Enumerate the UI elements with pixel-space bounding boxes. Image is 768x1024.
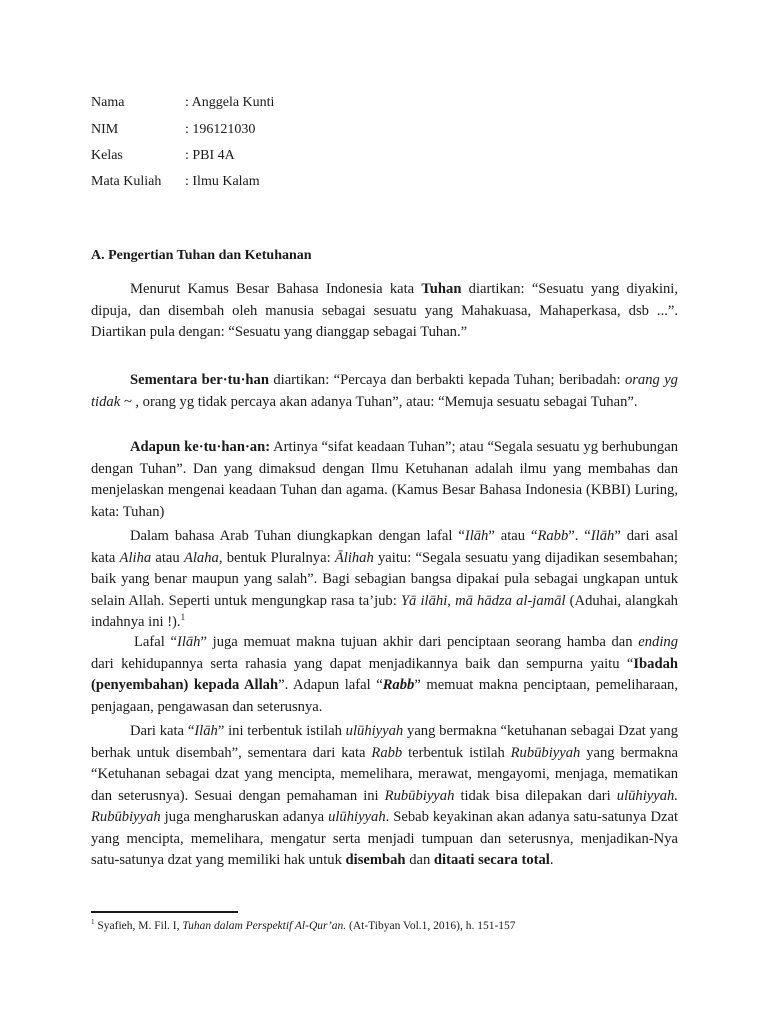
- footnote: [91, 915, 516, 933]
- footnote-separator: [91, 911, 238, 913]
- text-run: ” dari asal kata: [91, 528, 679, 566]
- text-run: ”. “: [568, 528, 591, 544]
- text-run: yang bermakna “ketuhanan sebagai Dzat yang berhak untuk disembah”, sementara dari kata: [91, 723, 679, 761]
- text-run: ” ini terbentuk istilah: [217, 723, 346, 739]
- italic-run: ulūhiyyah: [328, 809, 386, 825]
- bold-term: Ibadah (penyembahan) kepada Allah: [91, 655, 678, 693]
- footnote-ref: 1: [180, 612, 186, 623]
- italic-run: Aliha: [119, 549, 152, 566]
- italic-run: ulūhiyyah: [345, 723, 404, 739]
- text-run: ” juga memuat makna tujuan akhir dari penciptaan seorang hamba dan: [200, 634, 639, 650]
- text-run: yang bermakna “Ketuhanan sebagai dzat yang mencipta, memelihara, merawat, mengayomi, menjaga, mematikan dan seterusnya). Sesuai dengan pemahaman ini: [91, 744, 678, 804]
- identity-label: Nama: [91, 95, 125, 110]
- text-run: .: [549, 852, 554, 868]
- text-run: dari kehidupannya serta rahasia yang dapat menjadikannya baik dan sempurna yaitu “: [91, 655, 634, 672]
- italic-run: Tuhan dalam Perspektif Al-Qur’an.: [182, 919, 347, 932]
- text-run: ”. Adapun lafal “: [278, 677, 383, 693]
- identity-row-nama: [91, 95, 274, 111]
- italic-run: Ilāh: [194, 723, 218, 739]
- bold-italic-term: Rabb: [382, 677, 415, 693]
- section-heading: A. Pengertian Tuhan dan Ketuhanan: [91, 248, 312, 263]
- text-run: Dalam bahasa Arab Tuhan diungkapkan dengan lafal “: [130, 528, 465, 544]
- identity-row-mata-kuliah: [91, 174, 260, 190]
- italic-run: Ilāh: [176, 634, 201, 650]
- italic-run: Ilāh: [464, 528, 489, 544]
- identity-label: NIM: [91, 122, 119, 137]
- text-run: ” memuat makna penciptaan, pemeliharaan, penjagaan, pengawasan dan seterusnya.: [91, 677, 679, 715]
- text-run: orang yg tidak percaya akan adanya Tuhan”, atau: “Memuja sesuatu sebagai Tuhan”.: [139, 393, 638, 410]
- text-run: Dari kata “: [130, 723, 195, 739]
- paragraph-bertuhan-definition: [91, 370, 678, 413]
- text-run: juga mengharuskan adanya: [160, 809, 329, 825]
- italic-run: orang yg tidak ~ ,: [91, 372, 678, 410]
- identity-value: : Anggela Kunti: [185, 95, 275, 110]
- text-run: diartikan: “Sesuatu yang diyakini, dipuja, dan disembah oleh manusia sebagai sesuatu yang Mahakuasa, Mahaperkasa, dsb ...”. Diartikan pula dengan: “Sesuatu yang dianggap sebagai Tuhan.”: [91, 281, 678, 340]
- bold-term: Adapun ke·tu·han·an:: [130, 439, 271, 455]
- italic-run: Ālihah: [334, 549, 374, 566]
- text-run: Lafal “: [134, 634, 177, 650]
- paragraph-arabic-terms: [91, 526, 678, 634]
- identity-value: : Ilmu Kalam: [185, 174, 260, 189]
- text-run: dan: [405, 852, 434, 868]
- paragraph-uluhiyyah-rububiyyah: [91, 721, 678, 872]
- text-run: . Sebab keyakinan akan adanya satu-satunya Dzat yang mencipta, memelihara, mengatur serta menjadi tumpuan dan seterusnya, menjadikan-Nya satu-satunya dzat yang memiliki hak untuk: [91, 809, 678, 868]
- identity-value: : 196121030: [185, 122, 256, 137]
- text-run: Artinya “sifat keadaan Tuhan”; atau “Segala sesuatu yg berhubungan dengan Tuhan”. Dan yang dimaksud dengan Ilmu Ketuhanan adalah ilmu yang membahas dan menjelaskan mengenai keadaan Tuhan dan agama. (Kamus Besar Bahasa Indonesia (KBBI) Luring, kata: Tuhan): [91, 439, 678, 520]
- italic-run: Yā ilāhi, mā hādza al-jamāl: [400, 592, 566, 609]
- text-run: yaitu: “Segala sesuatu yang dijadikan sesembahan; baik yang benar maupun yang salah”. Bagi sebagian bangsa dipakai pula sebagai ungkapan untuk selain Allah. Seperti untuk mengungkap rasa ta’jub:: [91, 549, 678, 609]
- identity-label: Mata Kuliah: [91, 174, 162, 189]
- paragraph-tuhan-definition: [91, 279, 678, 344]
- italic-run: Ilāh: [590, 528, 615, 544]
- italic-run: ending: [638, 634, 678, 650]
- text-run: ” atau “: [488, 528, 538, 544]
- italic-run: Rabb: [537, 528, 569, 544]
- italic-run: Rubūbiyyah: [510, 744, 581, 761]
- bold-term: disembah: [345, 852, 406, 868]
- footnote-number: 1: [91, 918, 95, 926]
- italic-run: Rabb: [371, 744, 403, 761]
- italic-run: Alaha: [183, 549, 219, 566]
- identity-label: Kelas: [91, 148, 123, 163]
- text-run: diartikan: “Percaya dan berbakti kepada Tuhan; beribadah:: [268, 372, 625, 388]
- paragraph-ilah-meaning: [91, 632, 678, 718]
- identity-value: : PBI 4A: [185, 148, 235, 163]
- text-run: atau: [151, 549, 184, 566]
- text-run: , bentuk Pluralnya:: [218, 549, 335, 566]
- text-run: (At-Tibyan Vol.1, 2016), h. 151-157: [346, 919, 516, 932]
- italic-run: Rubūbiyyah: [384, 787, 455, 804]
- text-run: terbentuk istilah: [402, 744, 511, 761]
- paragraph-ketuhanan-definition: [91, 437, 678, 523]
- identity-row-kelas: [91, 148, 235, 164]
- bold-term: Tuhan: [421, 281, 462, 297]
- text-run: Syafieh, M. Fil. I,: [94, 919, 183, 932]
- text-run: (Aduhai, alangkah indahnya ini !).: [91, 592, 678, 630]
- bold-term: ditaati secara total: [433, 852, 550, 868]
- text-run: Menurut Kamus Besar Bahasa Indonesia kata: [130, 281, 422, 297]
- text-run: tidak bisa dilepakan dari: [454, 787, 617, 804]
- bold-term: Sementara ber·tu·han: [130, 372, 269, 388]
- italic-run: ulūhiyyah. Rubūbiyyah: [91, 787, 678, 825]
- identity-row-nim: [91, 122, 255, 138]
